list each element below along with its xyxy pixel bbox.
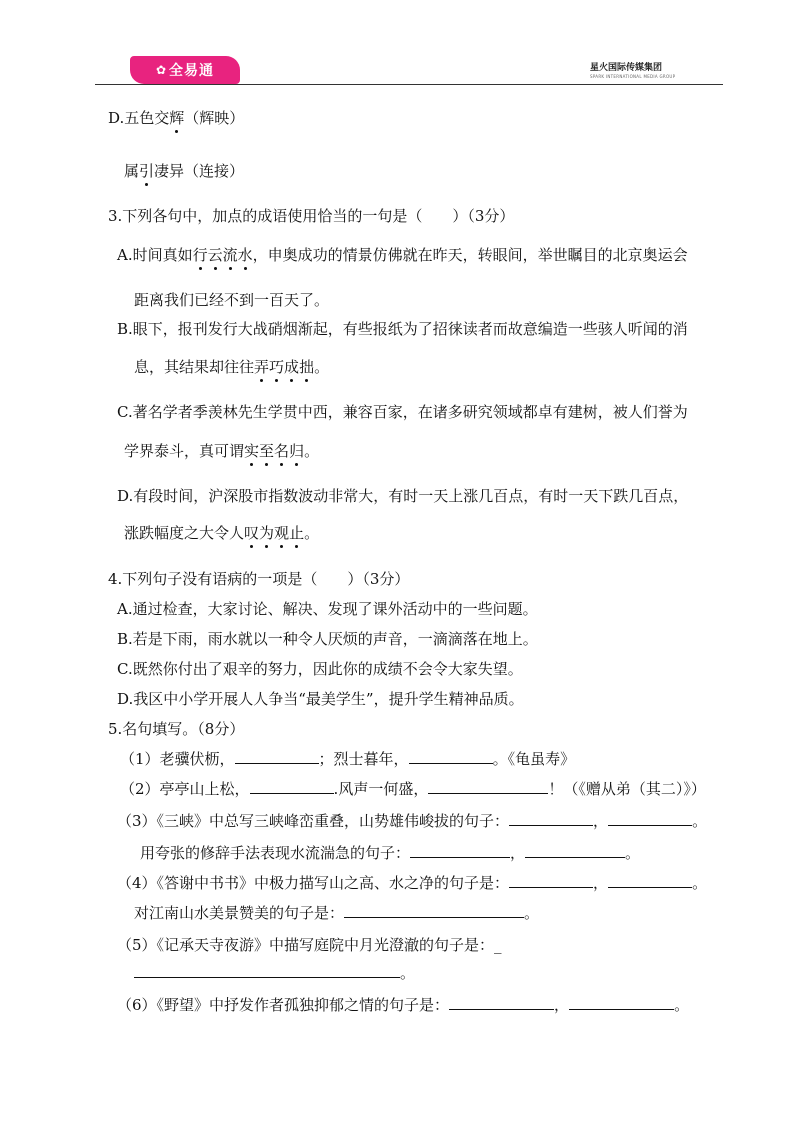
q5-item-5b: 。 (134, 962, 415, 983)
answer-blank[interactable] (509, 875, 593, 888)
dotted-char: 辉 (169, 109, 185, 127)
answer-blank[interactable] (428, 781, 548, 794)
dotted-char: 至 (259, 442, 275, 460)
q3-option-b-line1: B.眼下，报刊发行大战硝烟渐起，有些报纸为了招徕读者而故意编造一些骇人听闻的消 (117, 320, 688, 338)
answer-blank[interactable] (608, 875, 692, 888)
dotted-char: 水 (237, 246, 253, 264)
q5-item-6: （6）《野望》中抒发作者孤独抑郁之情的句子是： ， 。 (117, 996, 690, 1014)
q4-stem: 4.下列句子没有语病的一项是（ ）（3分） (108, 570, 410, 588)
dotted-char: 云 (207, 246, 223, 264)
q3-option-d-line2: 涨跌幅度之大令人叹为观止。 (124, 524, 320, 542)
answer-blank[interactable] (409, 751, 493, 764)
dotted-char: 实 (244, 442, 260, 460)
q5-item-3: （3）《三峡》中总写三峡峰峦重叠，山势雄伟峻拔的句子： ， 。 (117, 812, 708, 830)
answer-blank[interactable] (525, 845, 625, 858)
dotted-char: 弄 (254, 358, 270, 376)
q5-item-3b: 用夸张的修辞手法表现水流湍急的句子： ， 。 (140, 844, 641, 862)
q4-option-b: B.若是下雨，雨水就以一种令人厌烦的声音，一滴滴落在地上。 (117, 630, 538, 648)
q5-item-5: （5）《记承天寺夜游》中描写庭院中月光澄澈的句子是：_ (117, 936, 502, 954)
answer-blank[interactable] (449, 997, 554, 1010)
q3-option-d-line1: D.有段时间，沪深股市指数波动非常大，有时一天上涨几百点，有时一天下跌几百点， (117, 487, 689, 505)
dotted-char: 拙 (299, 358, 315, 376)
q2-option-d-line1: D.五色交辉（辉映） (108, 109, 245, 127)
q3-option-b-line2: 息，其结果却往往弄巧成拙。 (134, 358, 330, 376)
dotted-char: 巧 (269, 358, 285, 376)
header-divider (95, 84, 723, 85)
q5-stem: 5.名句填写。（8分） (108, 720, 245, 738)
q3-stem: 3.下列各句中，加点的成语使用恰当的一句是（ ）（3分） (108, 207, 515, 225)
q3-option-c-line2: 学界泰斗，真可谓实至名归。 (124, 442, 320, 460)
q3-option-a-line1: A.时间真如行云流水，申奥成功的情景仿佛就在昨天，转眼间，举世瞩目的北京奥运会 (117, 246, 688, 264)
answer-blank[interactable] (608, 813, 692, 826)
answer-blank[interactable] (569, 997, 674, 1010)
dotted-char: 引 (139, 162, 155, 180)
publisher-name: 星火国际传媒集团 (590, 63, 663, 73)
q3-option-a-line2: 距离我们已经不到一百天了。 (134, 291, 330, 309)
answer-blank[interactable] (134, 965, 400, 978)
q4-option-c: C.既然你付出了艰辛的努力，因此你的成绩不会令大家失望。 (117, 660, 523, 678)
dotted-char: 名 (274, 442, 290, 460)
q2-option-d-line2: 属引凄异（连接） (124, 162, 245, 180)
dotted-char: 止 (289, 524, 305, 542)
q4-option-a: A.通过检查，大家讨论、解决、发现了课外活动中的一些问题。 (117, 600, 538, 618)
answer-blank[interactable] (509, 813, 593, 826)
brand-logo (130, 56, 240, 84)
q3-option-c-line1: C.著名学者季羡林先生学贯中西，兼容百家，在诸多研究领域都卓有建树，被人们誉为 (117, 403, 688, 421)
dotted-char: 成 (284, 358, 300, 376)
swirl-icon: ✿ (155, 63, 168, 77)
q5-item-4: （4）《答谢中书书》中极力描写山之高、水之净的句子是： ， 。 (117, 874, 708, 892)
q5-item-4b: 对江南山水美景赞美的句子是： 。 (134, 904, 540, 922)
logo-text: 全易通 (169, 63, 215, 79)
dotted-char: 叹 (244, 524, 260, 542)
answer-blank[interactable] (410, 845, 510, 858)
dotted-char: 观 (274, 524, 290, 542)
publisher-subtitle: SPARK INTERNATIONAL MEDIA GROUP (590, 74, 676, 79)
answer-blank[interactable] (250, 781, 334, 794)
dotted-char: 行 (192, 246, 208, 264)
answer-blank[interactable] (344, 905, 524, 918)
dotted-char: 为 (259, 524, 275, 542)
q5-item-1: （1）老骥伏枥， ；烈士暮年， 。《龟虽寿》 (120, 750, 576, 768)
q5-item-2: （2）亭亭山上松， .风声一何盛， ！（《赠从弟（其二）》） (120, 780, 706, 798)
answer-blank[interactable] (235, 751, 319, 764)
dotted-char: 归 (289, 442, 305, 460)
dotted-char: 流 (222, 246, 238, 264)
q4-option-d: D.我区中小学开展人人争当“最美学生”，提升学生精神品质。 (117, 690, 524, 708)
